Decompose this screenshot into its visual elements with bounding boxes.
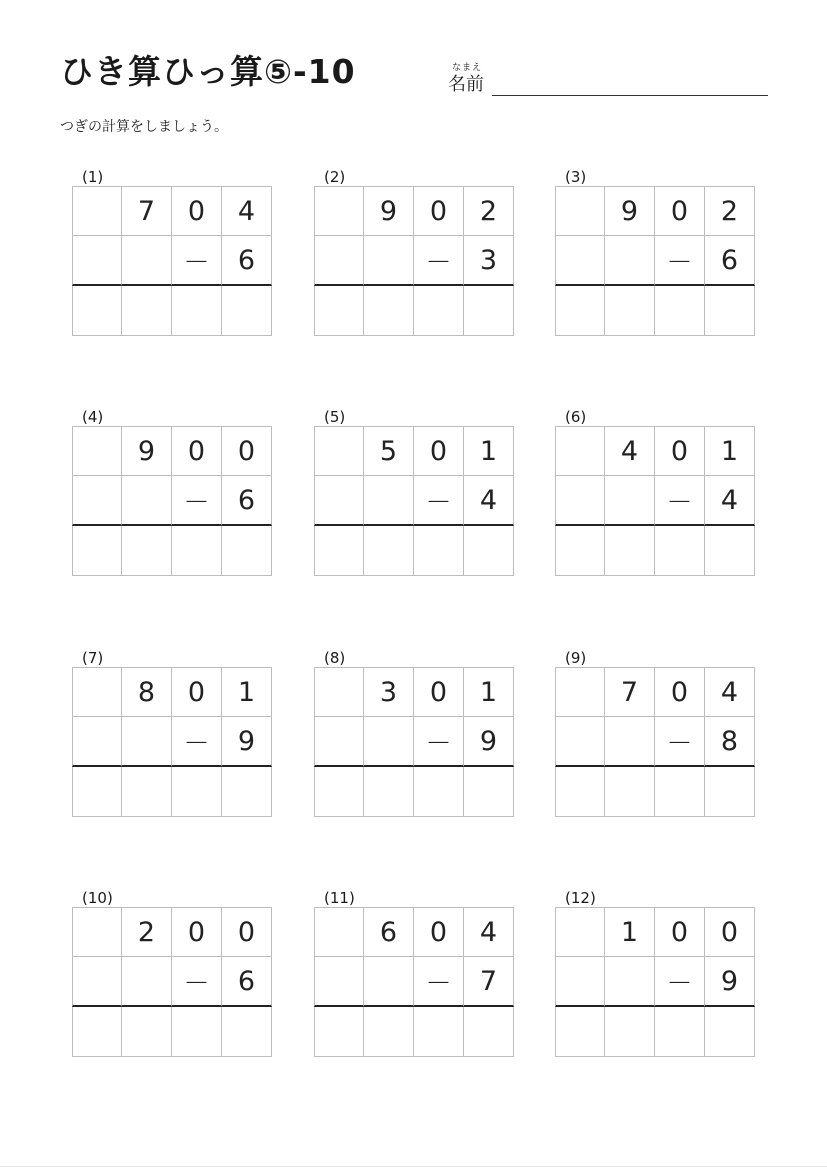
- answer-cell[interactable]: [364, 767, 414, 817]
- minus-sign: －: [172, 957, 222, 1007]
- empty-cell: [364, 236, 414, 286]
- minuend-digit: 0: [222, 907, 272, 957]
- minuend-digit: 0: [655, 667, 705, 717]
- empty-cell: [605, 717, 655, 767]
- minuend-digit: 2: [705, 186, 755, 236]
- empty-cell: [555, 957, 605, 1007]
- subtrahend-digit: 6: [222, 476, 272, 526]
- subtrahend-digit: 6: [222, 957, 272, 1007]
- calc-grid: [72, 426, 272, 576]
- problem-number: (10): [82, 889, 113, 907]
- empty-cell: [314, 667, 364, 717]
- minuend-digit: 0: [414, 667, 464, 717]
- minuend-digit: 2: [122, 907, 172, 957]
- minuend-digit: 0: [414, 186, 464, 236]
- minuend-digit: 0: [655, 186, 705, 236]
- subtrahend-digit: 9: [464, 717, 514, 767]
- minuend-digit: 4: [705, 667, 755, 717]
- problem-number: (2): [324, 168, 346, 186]
- minuend-digit: 1: [705, 426, 755, 476]
- minus-sign: －: [655, 236, 705, 286]
- answer-cell[interactable]: [605, 1007, 655, 1057]
- answer-cell[interactable]: [314, 767, 364, 817]
- minuend-digit: 9: [364, 186, 414, 236]
- answer-cell[interactable]: [464, 767, 514, 817]
- minus-sign: －: [414, 717, 464, 767]
- empty-cell: [72, 907, 122, 957]
- calc-grid: [555, 907, 755, 1057]
- answer-cell[interactable]: [222, 1007, 272, 1057]
- problem-number: (12): [565, 889, 596, 907]
- problem-number: (3): [565, 168, 587, 186]
- minus-sign: －: [655, 717, 705, 767]
- answer-cell[interactable]: [72, 286, 122, 336]
- answer-cell[interactable]: [655, 767, 705, 817]
- minuend-digit: 1: [464, 667, 514, 717]
- minuend-digit: 2: [464, 186, 514, 236]
- subtrahend-digit: 6: [222, 236, 272, 286]
- empty-cell: [364, 717, 414, 767]
- worksheet-title: ひき算ひっ算⑤-10: [60, 52, 356, 91]
- problem-number: (11): [324, 889, 355, 907]
- answer-cell[interactable]: [555, 1007, 605, 1057]
- minuend-digit: 1: [605, 907, 655, 957]
- answer-cell[interactable]: [122, 526, 172, 576]
- answer-cell[interactable]: [172, 767, 222, 817]
- name-write-line[interactable]: [492, 95, 768, 96]
- answer-cell[interactable]: [122, 767, 172, 817]
- answer-cell[interactable]: [364, 526, 414, 576]
- calc-grid: [72, 907, 272, 1057]
- answer-cell[interactable]: [364, 1007, 414, 1057]
- minuend-digit: 1: [222, 667, 272, 717]
- empty-cell: [555, 426, 605, 476]
- answer-cell[interactable]: [314, 526, 364, 576]
- empty-cell: [555, 476, 605, 526]
- calc-grid: [555, 186, 755, 336]
- empty-cell: [555, 667, 605, 717]
- empty-cell: [314, 957, 364, 1007]
- empty-cell: [364, 476, 414, 526]
- empty-cell: [555, 717, 605, 767]
- answer-cell[interactable]: [172, 286, 222, 336]
- calc-grid: [314, 186, 514, 336]
- empty-cell: [314, 426, 364, 476]
- calc-grid: [72, 667, 272, 817]
- answer-cell[interactable]: [605, 286, 655, 336]
- name-ruby: なまえ: [452, 63, 483, 73]
- minuend-digit: 0: [172, 907, 222, 957]
- problem-number: (5): [324, 408, 346, 426]
- calc-grid: [555, 426, 755, 576]
- minuend-digit: 0: [172, 426, 222, 476]
- problem-number: (8): [324, 649, 346, 667]
- empty-cell: [122, 957, 172, 1007]
- answer-cell[interactable]: [172, 526, 222, 576]
- empty-cell: [605, 236, 655, 286]
- subtrahend-digit: 4: [464, 476, 514, 526]
- empty-cell: [555, 186, 605, 236]
- minuend-digit: 9: [122, 426, 172, 476]
- answer-cell[interactable]: [314, 286, 364, 336]
- calc-grid: [314, 907, 514, 1057]
- problem-number: (4): [82, 408, 104, 426]
- answer-cell[interactable]: [222, 767, 272, 817]
- minuend-digit: 8: [122, 667, 172, 717]
- minuend-digit: 0: [222, 426, 272, 476]
- problem-number: (1): [82, 168, 104, 186]
- empty-cell: [72, 717, 122, 767]
- answer-cell[interactable]: [655, 286, 705, 336]
- answer-cell[interactable]: [555, 286, 605, 336]
- minus-sign: －: [414, 236, 464, 286]
- empty-cell: [122, 236, 172, 286]
- answer-cell[interactable]: [314, 1007, 364, 1057]
- answer-cell[interactable]: [464, 286, 514, 336]
- answer-cell[interactable]: [222, 526, 272, 576]
- subtrahend-digit: 9: [222, 717, 272, 767]
- problem-number: (6): [565, 408, 587, 426]
- empty-cell: [605, 476, 655, 526]
- minus-sign: －: [414, 476, 464, 526]
- calc-grid: [72, 186, 272, 336]
- instruction-text: つぎの計算をしましょう。: [60, 119, 228, 135]
- subtrahend-digit: 3: [464, 236, 514, 286]
- minuend-digit: 4: [464, 907, 514, 957]
- answer-cell[interactable]: [414, 286, 464, 336]
- minuend-digit: 7: [122, 186, 172, 236]
- empty-cell: [314, 717, 364, 767]
- answer-cell[interactable]: [414, 1007, 464, 1057]
- answer-cell[interactable]: [414, 526, 464, 576]
- empty-cell: [72, 476, 122, 526]
- calc-grid: [314, 667, 514, 817]
- empty-cell: [314, 186, 364, 236]
- answer-cell[interactable]: [605, 767, 655, 817]
- minuend-digit: 0: [655, 426, 705, 476]
- answer-cell[interactable]: [414, 767, 464, 817]
- minuend-digit: 6: [364, 907, 414, 957]
- subtrahend-digit: 9: [705, 957, 755, 1007]
- empty-cell: [72, 426, 122, 476]
- minuend-digit: 4: [222, 186, 272, 236]
- answer-cell[interactable]: [122, 286, 172, 336]
- minuend-digit: 4: [605, 426, 655, 476]
- empty-cell: [122, 476, 172, 526]
- answer-cell[interactable]: [555, 767, 605, 817]
- calc-grid: [314, 426, 514, 576]
- empty-cell: [605, 957, 655, 1007]
- minuend-digit: 9: [605, 186, 655, 236]
- empty-cell: [72, 186, 122, 236]
- minus-sign: －: [172, 236, 222, 286]
- empty-cell: [314, 907, 364, 957]
- empty-cell: [72, 957, 122, 1007]
- answer-cell[interactable]: [72, 767, 122, 817]
- minuend-digit: 0: [655, 907, 705, 957]
- empty-cell: [72, 236, 122, 286]
- minus-sign: －: [172, 717, 222, 767]
- minuend-digit: 0: [414, 426, 464, 476]
- empty-cell: [314, 236, 364, 286]
- answer-cell[interactable]: [172, 1007, 222, 1057]
- answer-cell[interactable]: [464, 526, 514, 576]
- answer-cell[interactable]: [555, 526, 605, 576]
- minus-sign: －: [172, 476, 222, 526]
- answer-cell[interactable]: [655, 526, 705, 576]
- minus-sign: －: [655, 476, 705, 526]
- empty-cell: [555, 236, 605, 286]
- minuend-digit: 5: [364, 426, 414, 476]
- empty-cell: [314, 476, 364, 526]
- minuend-digit: 0: [705, 907, 755, 957]
- answer-cell[interactable]: [364, 286, 414, 336]
- answer-cell[interactable]: [705, 767, 755, 817]
- minuend-digit: 0: [172, 186, 222, 236]
- answer-cell[interactable]: [705, 286, 755, 336]
- empty-cell: [72, 667, 122, 717]
- answer-cell[interactable]: [122, 1007, 172, 1057]
- answer-cell[interactable]: [464, 1007, 514, 1057]
- empty-cell: [555, 907, 605, 957]
- problem-number: (9): [565, 649, 587, 667]
- minus-sign: －: [655, 957, 705, 1007]
- answer-cell[interactable]: [705, 1007, 755, 1057]
- minuend-digit: 7: [605, 667, 655, 717]
- subtrahend-digit: 4: [705, 476, 755, 526]
- minus-sign: －: [414, 957, 464, 1007]
- answer-cell[interactable]: [72, 1007, 122, 1057]
- answer-cell[interactable]: [605, 526, 655, 576]
- minuend-digit: 0: [172, 667, 222, 717]
- problem-number: (7): [82, 649, 104, 667]
- subtrahend-digit: 8: [705, 717, 755, 767]
- page-bottom-edge: [0, 1166, 827, 1167]
- answer-cell[interactable]: [655, 1007, 705, 1057]
- answer-cell[interactable]: [222, 286, 272, 336]
- empty-cell: [122, 717, 172, 767]
- empty-cell: [364, 957, 414, 1007]
- answer-cell[interactable]: [705, 526, 755, 576]
- minuend-digit: 0: [414, 907, 464, 957]
- answer-cell[interactable]: [72, 526, 122, 576]
- name-label: 名前: [448, 74, 484, 95]
- minuend-digit: 1: [464, 426, 514, 476]
- subtrahend-digit: 7: [464, 957, 514, 1007]
- calc-grid: [555, 667, 755, 817]
- subtrahend-digit: 6: [705, 236, 755, 286]
- minuend-digit: 3: [364, 667, 414, 717]
